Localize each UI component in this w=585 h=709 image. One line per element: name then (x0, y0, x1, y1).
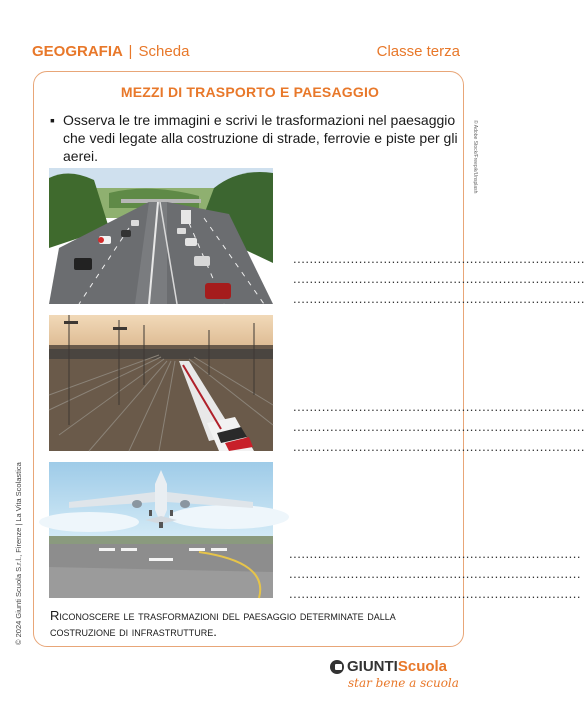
sheet-label: Scheda (138, 43, 190, 60)
publisher-logo (330, 658, 460, 690)
learning-objective: Riconoscere le trasformazioni del paesaggio determinate dalla costruzione di infrastrutture. (50, 608, 396, 639)
instruction (50, 111, 460, 165)
answer-lines-highway[interactable] (293, 249, 585, 309)
logo-tagline: star bene a scuola (348, 676, 459, 690)
answer-line[interactable]: ....................................................................... (293, 251, 585, 266)
highway-photo (49, 168, 273, 304)
page-header (32, 43, 460, 63)
grade-label: Classe terza (376, 43, 460, 60)
header-subject (32, 43, 189, 60)
copyright-notice: © 2024 Giunti Scuola S.r.l., Firenze | La Vita Scolastica (14, 462, 23, 645)
answer-line[interactable]: ....................................................................... (289, 546, 581, 561)
logo-brand (330, 658, 460, 675)
logo-brand-1: GIUNTI (347, 658, 398, 675)
answer-line[interactable]: ....................................................................... (293, 439, 585, 454)
answer-line[interactable]: ....................................................................... (289, 586, 581, 601)
railway-photo (49, 315, 273, 451)
answer-line[interactable]: ....................................................................... (293, 291, 585, 306)
instruction-text: Osserva le tre immagini e scrivi le trasformazioni nel paesaggio che vedi legate alla costruzione di strade, ferrovie e piste per gli aerei. (63, 112, 458, 164)
answer-line[interactable]: ....................................................................... (293, 419, 585, 434)
answer-lines-airport[interactable] (289, 544, 581, 604)
airplane-runway-photo (49, 462, 273, 598)
giunti-logo-icon (330, 660, 344, 674)
header-separator: | (128, 43, 133, 60)
answer-line[interactable]: ....................................................................... (289, 566, 581, 581)
answer-line[interactable]: ....................................................................... (293, 399, 585, 414)
worksheet-title: MEZZI DI TRASPORTO E PAESAGGIO (120, 84, 380, 100)
bullet-icon: ▪ (50, 112, 55, 128)
answer-line[interactable]: ....................................................................... (293, 271, 585, 286)
subject-label: GEOGRAFIA (32, 43, 123, 60)
logo-brand-2: Scuola (397, 658, 448, 675)
answer-lines-railway[interactable] (293, 397, 585, 457)
photo-credit: © Adobe Stock/Freepik/Unsplash (472, 120, 478, 194)
